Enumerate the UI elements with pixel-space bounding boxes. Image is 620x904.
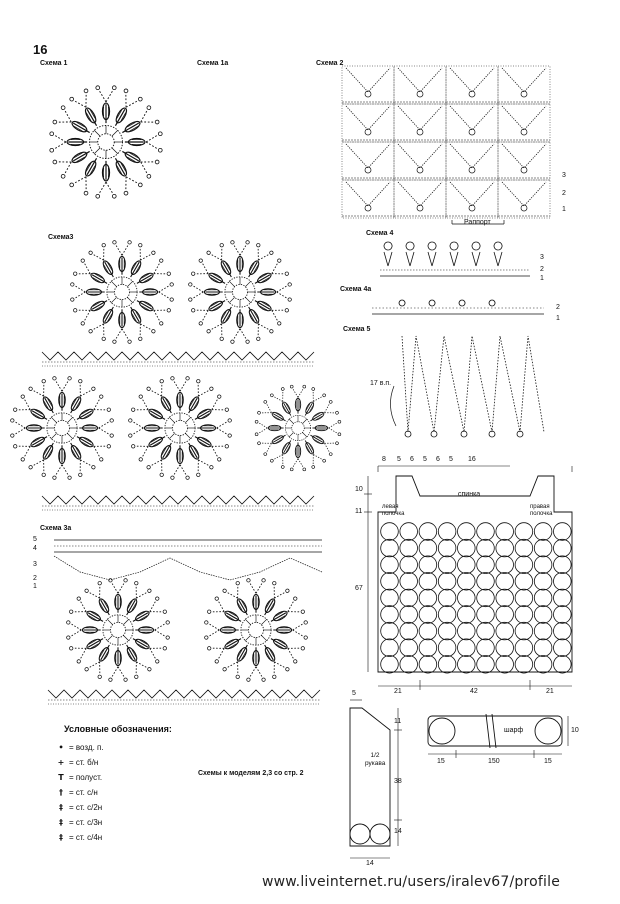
- body-circle: [515, 539, 533, 557]
- scarf-width-2: 150: [488, 758, 500, 765]
- scheme-2-row-2: 2: [562, 190, 566, 197]
- body-circle: [438, 523, 456, 541]
- body-circle: [534, 589, 552, 607]
- t-icon: T: [58, 773, 64, 782]
- scheme-4-row-1: 1: [540, 275, 544, 282]
- body-circle: [419, 573, 437, 591]
- body-circle: [534, 539, 552, 557]
- legend-item-dc: † = ст. с/н: [56, 785, 104, 800]
- scheme-5-chain-label: 17 в.п.: [370, 380, 392, 387]
- body-circle: [381, 556, 399, 574]
- body-circle: [515, 523, 533, 541]
- body-circle: [458, 639, 476, 657]
- pattern-top-width-7: 16: [468, 456, 476, 463]
- body-circle: [419, 656, 437, 674]
- body-circle: [515, 589, 533, 607]
- scheme-3a-row-3: 3: [33, 561, 37, 568]
- body-circle: [477, 589, 495, 607]
- scheme-3a-row-4: 4: [33, 545, 37, 552]
- sleeve-top-width: 5: [352, 690, 356, 697]
- body-circle: [515, 656, 533, 674]
- scheme-2-row-1: 1: [562, 206, 566, 213]
- pattern-bottom-width-1: 21: [394, 688, 402, 695]
- body-circle: [400, 539, 418, 557]
- scheme-2-grid: [342, 66, 550, 224]
- legend-item-sc: + = ст. б/н: [57, 758, 99, 767]
- body-circle: [400, 639, 418, 657]
- sleeve-label: 1/2 рукава: [365, 752, 386, 767]
- scheme-2-repeat: Раппорт: [464, 219, 491, 226]
- scheme-3-motifs: [11, 241, 341, 510]
- body-circle: [496, 639, 514, 657]
- body-circle: [400, 523, 418, 541]
- body-circles: [381, 523, 571, 673]
- pattern-top-width-4: 5: [423, 456, 427, 463]
- scheme-4a-row-1: 1: [556, 315, 560, 322]
- body-circle: [381, 573, 399, 591]
- body-circle: [400, 606, 418, 624]
- body-circle: [515, 606, 533, 624]
- scarf-label: шарф: [504, 727, 524, 734]
- body-circle: [419, 589, 437, 607]
- sleeve-height-2: 38: [394, 778, 402, 785]
- scheme-1-motif: [50, 86, 162, 198]
- body-circle: [419, 523, 437, 541]
- body-circle: [554, 573, 572, 591]
- scheme-4-chart: [380, 242, 530, 276]
- body-circle: [477, 556, 495, 574]
- body-circle: [496, 573, 514, 591]
- body-circle: [554, 622, 572, 640]
- scheme-3a-row-5: 5: [33, 536, 37, 543]
- body-circle: [496, 622, 514, 640]
- pattern-bottom-width-2: 42: [470, 688, 478, 695]
- scheme-4a-label: Схема 4а: [340, 286, 372, 293]
- body-circle: [458, 573, 476, 591]
- body-circle: [477, 656, 495, 674]
- body-circle: [534, 523, 552, 541]
- pattern-top-width-6: 5: [449, 456, 453, 463]
- scheme-4-label: Схема 4: [366, 230, 394, 237]
- dc-icon: †: [59, 788, 63, 797]
- pattern-bottom-width-3: 21: [546, 688, 554, 695]
- body-circle: [554, 606, 572, 624]
- body-circle: [419, 639, 437, 657]
- plus-icon: +: [57, 758, 65, 767]
- scheme-4a-row-2: 2: [556, 304, 560, 311]
- body-circle: [496, 589, 514, 607]
- scarf-pattern-drawing: [428, 714, 568, 758]
- body-circle: [381, 622, 399, 640]
- scarf-height: 10: [571, 727, 579, 734]
- body-circle: [554, 639, 572, 657]
- sleeve-height-3: 14: [394, 828, 402, 835]
- scheme-1a-label: Схема 1а: [197, 60, 229, 67]
- body-circle: [477, 523, 495, 541]
- body-circle: [438, 539, 456, 557]
- body-circle: [534, 622, 552, 640]
- scheme-5-label: Схема 5: [343, 326, 371, 333]
- body-circle: [534, 656, 552, 674]
- body-circle: [496, 539, 514, 557]
- scarf-width-1: 15: [437, 758, 445, 765]
- body-circle: [381, 539, 399, 557]
- ttr-icon: ‡: [59, 833, 63, 842]
- pattern-top-width-2: 5: [397, 456, 401, 463]
- body-circle: [534, 573, 552, 591]
- body-circle: [458, 556, 476, 574]
- body-circle: [419, 556, 437, 574]
- pattern-back-label: спинка: [458, 491, 481, 498]
- body-circle: [438, 556, 456, 574]
- body-circle: [458, 539, 476, 557]
- body-circle: [458, 589, 476, 607]
- pattern-height-3: 67: [355, 585, 363, 592]
- legend-item-dtr: ‡ = ст. с/3н: [56, 815, 104, 830]
- body-circle: [515, 573, 533, 591]
- scarf-width-3: 15: [544, 758, 552, 765]
- legend-title: Условные обозначения:: [64, 724, 172, 734]
- body-circle: [400, 589, 418, 607]
- body-circle: [496, 523, 514, 541]
- body-circle: [554, 589, 572, 607]
- scheme-3a-motifs: [48, 540, 322, 704]
- pattern-left-front-label: левая полочка: [382, 504, 405, 517]
- body-circle: [438, 573, 456, 591]
- scheme-4a-chart: [372, 300, 544, 314]
- body-circle: [554, 523, 572, 541]
- body-circle: [515, 639, 533, 657]
- dot-icon: •: [58, 743, 64, 752]
- body-circle: [477, 539, 495, 557]
- body-circle: [477, 622, 495, 640]
- body-circle: [534, 556, 552, 574]
- body-circle: [554, 556, 572, 574]
- body-circle: [381, 639, 399, 657]
- body-circle: [438, 656, 456, 674]
- body-circle: [534, 639, 552, 657]
- dtr-icon: ‡: [59, 818, 63, 827]
- body-circle: [381, 589, 399, 607]
- body-circle: [458, 622, 476, 640]
- body-circle: [400, 656, 418, 674]
- body-circle: [496, 656, 514, 674]
- pattern-top-width-5: 6: [436, 456, 440, 463]
- tr-icon: ‡: [59, 803, 63, 812]
- body-circle: [400, 622, 418, 640]
- body-circle: [534, 606, 552, 624]
- scheme-3-label: Схема3: [48, 234, 74, 241]
- body-circle: [554, 539, 572, 557]
- scheme-5-chart: [390, 336, 544, 437]
- body-circle: [496, 556, 514, 574]
- watermark: www.liveinternet.ru/users/iralev67/profile: [262, 874, 561, 890]
- sleeve-bottom-width: 14: [366, 860, 374, 867]
- body-circle: [381, 606, 399, 624]
- scheme-3a-label: Схема 3а: [40, 525, 72, 532]
- legend-item-ttr: ‡ = ст. с/4н: [56, 830, 104, 845]
- body-circle: [381, 523, 399, 541]
- legend-item-hdc: T = полуст.: [56, 770, 104, 785]
- body-circle: [554, 656, 572, 674]
- legend-list: [56, 740, 104, 845]
- body-circle: [458, 606, 476, 624]
- body-circle: [477, 639, 495, 657]
- scheme-2-label: Схема 2: [316, 60, 344, 67]
- pattern-height-1: 10: [355, 486, 363, 493]
- body-circle: [419, 606, 437, 624]
- sleeve-height-1: 11: [394, 718, 402, 725]
- pattern-height-2: 11: [355, 508, 363, 515]
- body-circle: [400, 573, 418, 591]
- body-circle: [419, 622, 437, 640]
- page-number: 16: [33, 42, 48, 57]
- body-circle: [458, 656, 476, 674]
- pattern-right-front-label: правая полочка: [530, 504, 553, 517]
- body-circle: [400, 556, 418, 574]
- body-circle: [381, 656, 399, 674]
- pattern-top-width-1: 8: [382, 456, 386, 463]
- scheme-4-row-2: 2: [540, 266, 544, 273]
- scheme-1a-motif: [166, 86, 278, 198]
- body-circle: [438, 606, 456, 624]
- body-circle: [496, 606, 514, 624]
- body-circle: [515, 622, 533, 640]
- body-circle: [477, 606, 495, 624]
- body-circle: [438, 622, 456, 640]
- body-circle: [438, 639, 456, 657]
- body-circle: [438, 589, 456, 607]
- legend-item-chain: • = возд. п.: [56, 740, 104, 755]
- scheme-1-label: Схема 1: [40, 60, 68, 67]
- models-reference: Схемы к моделям 2,3 со стр. 2: [198, 770, 304, 777]
- pattern-top-width-3: 6: [410, 456, 414, 463]
- body-circle: [458, 523, 476, 541]
- legend-item-tr: ‡ = ст. с/2н: [56, 800, 104, 815]
- scheme-2-row-3: 3: [562, 172, 566, 179]
- body-circle: [515, 556, 533, 574]
- scheme-4-row-3: 3: [540, 254, 544, 261]
- body-circle: [419, 539, 437, 557]
- scheme-3a-row-1: 1: [33, 583, 37, 590]
- scheme-3a-row-2: 2: [33, 575, 37, 582]
- body-circle: [477, 573, 495, 591]
